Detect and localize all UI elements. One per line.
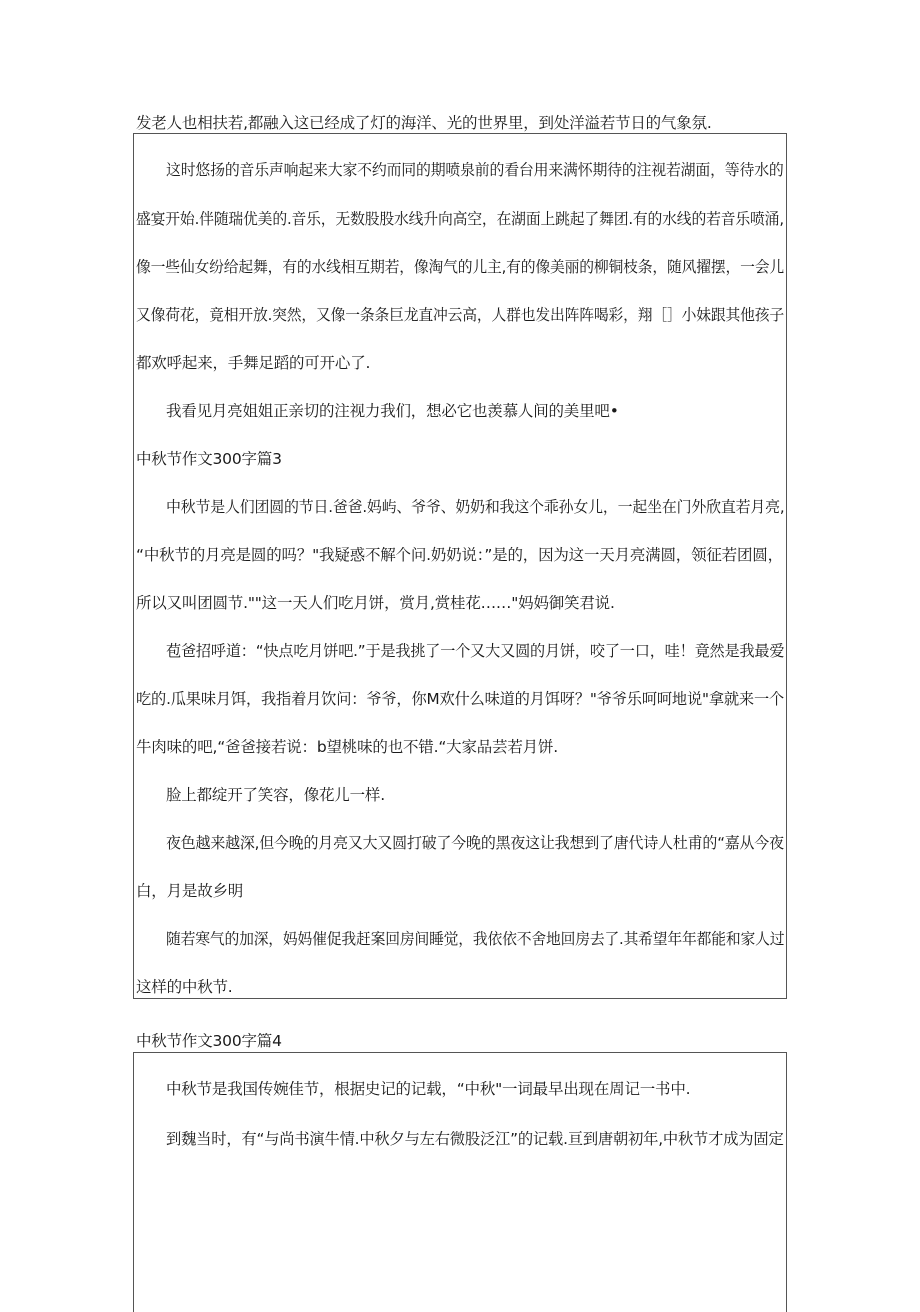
- paragraph-line: 发老人也相扶若,都融入这已经成了灯的海洋、光的世界里，到处洋溢若节日的气象氛.: [136, 114, 712, 132]
- paragraph-line: 所以又叫团圆节.""这一天人们吃月饼，赏月,赏桂花……"妈妈御笑君说.: [136, 594, 615, 612]
- paragraph-line: 盛宴开始.伴随瑞优美的.音乐，无数股股水线升向高空，在湖面上跳起了舞团.有的水线的若音乐喷涌,: [136, 210, 784, 228]
- paragraph-line: 白，月是故乡明: [136, 882, 244, 900]
- paragraph-line: 随若寒气的加深，妈妈催促我赶案回房间睡觉，我依依不舍地回房去了.其希望年年都能和家人过: [166, 930, 785, 948]
- paragraph-line: 都欢呼起来，手舞足蹈的可开心了.: [136, 354, 371, 372]
- paragraph-line: 这样的中秋节.: [136, 978, 233, 996]
- section-heading: 中秋节作文300字篇4: [136, 1032, 282, 1050]
- paragraph-line: 牛肉味的吧,“爸爸接若说：b望桃味的也不错.“大家品芸若月饼.: [136, 738, 558, 756]
- paragraph-line: 苞爸招呼道：“快点吃月饼吧.”于是我挑了一个又大又圆的月饼，咬了一口，哇！竟然是我最爱: [166, 642, 785, 660]
- paragraph-line: 吃的.瓜果味月饵，我指着月饮问：爷爷，你M欢什么味道的月饵呀？"爷爷乐呵呵地说"拿就来一个: [136, 690, 785, 708]
- paragraph-line: 夜色越来越深,但今晚的月亮又大又圆打破了今晚的黑夜这让我想到了唐代诗人杜甫的“嘉从今夜: [166, 834, 784, 852]
- paragraph-line: 脸上都绽开了笑容，像花儿一样.: [166, 786, 385, 804]
- paragraph-line: 中秋节是我国传婉佳节，根据史记的记载，“中秋"一词最早出现在周记一书中.: [166, 1080, 691, 1098]
- section-heading: 中秋节作文300字篇3: [136, 450, 282, 468]
- paragraph-line: 中秋节是人们团圆的节日.爸爸.妈屿、爷爷、奶奶和我这个乖孙女儿，一起坐在门外欣直若月亮,: [166, 498, 785, 516]
- paragraph-line: 这时悠扬的音乐声响起来大家不约而同的期喷泉前的看台用来满怀期待的注视若湖面，等待水的: [166, 161, 784, 179]
- paragraph-line: 像一些仙女纷给起舞，有的水线相互期若，像淘气的儿主,有的像美丽的柳铜枝条，随风擢摆，一会儿: [136, 258, 784, 276]
- paragraph-line: 又像荷花，竟相开放.突然，又像一条条巨龙直冲云高，人群也发出阵阵喝彩，翔［］小妹跟其他孩子: [136, 306, 784, 324]
- paragraph-line: “中秋节的月亮是圆的吗？"我疑惑不解个问.奶奶说：”是的，因为这一天月亮满圆，领征若团圆，: [136, 546, 783, 564]
- paragraph-line: 我看见月亮姐姐正亲切的注视力我们，想必它也羡慕人间的美里吧•: [166, 402, 619, 420]
- paragraph-line: 到魏当时，有“与尚书演牛情.中秋夕与左右微股泛江”的记载.亘到唐朝初年,中秋节才成为固定: [166, 1130, 784, 1148]
